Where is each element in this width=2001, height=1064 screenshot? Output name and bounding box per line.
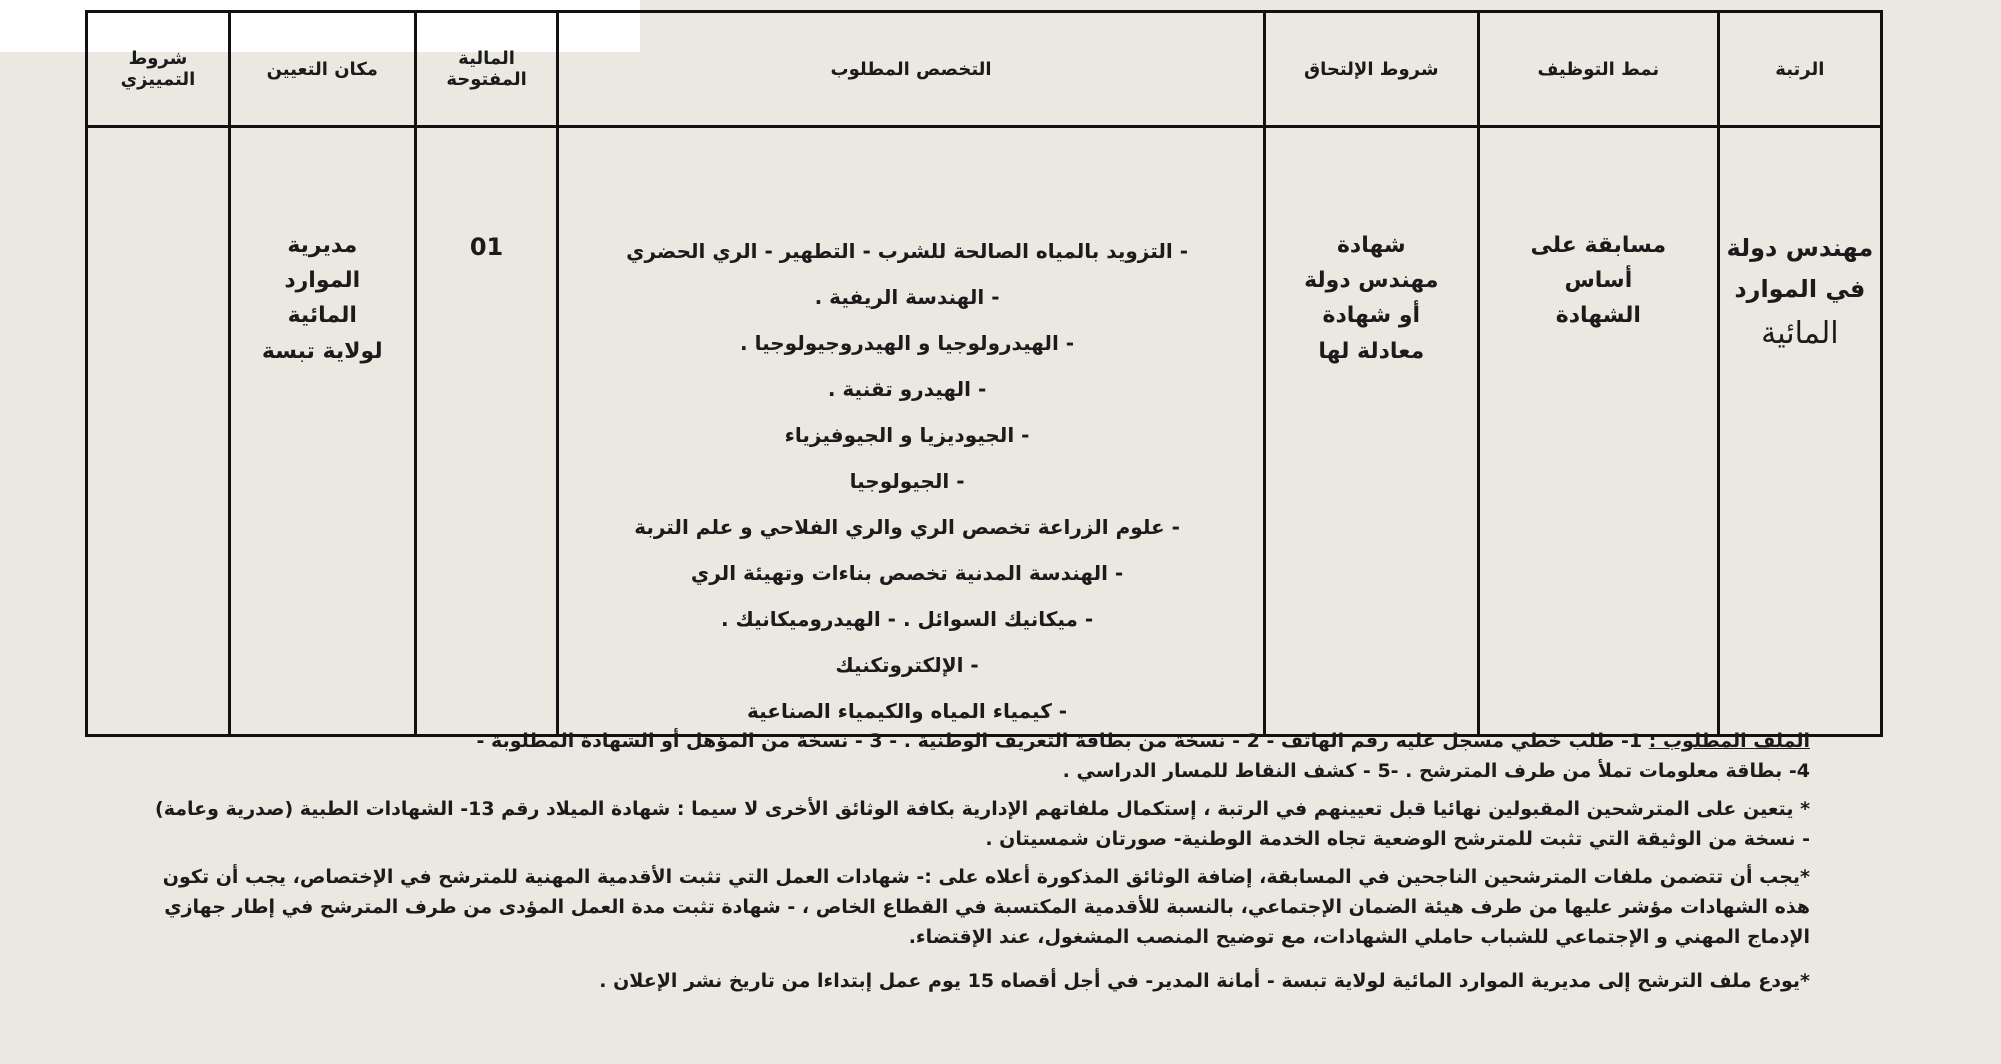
rank-line-1: مهندس دولة (1726, 234, 1874, 262)
list-item: - علوم الزراعة تخصص الري والري الفلاحي و علم التربة (634, 515, 1180, 539)
list-item: - كيمياء المياه والكيمياء الصناعية (747, 699, 1068, 723)
posts-count: 01 (469, 233, 504, 261)
notes-section (150, 716, 1810, 996)
list-item: - الهندسة المدنية تخصص بناءات وتهيئة الري (690, 561, 1124, 585)
note-paragraph-2: *يجب أن تتضمن ملفات المترشحين الناجحين في المسابقة، إضافة الوثائق المذكورة أعلاه على :- شهادات العمل التي تثبت الأقدمية المهنية للمترشح في الإختصاص، يجب أن تكون هذه الشهادات مؤشر عليها من طرف هيئة الضمان الإجتماعي، بالنسبة للأقدمية المكتسبة في القطاع الخاص ، - شهادة تثبت مدة العمل المؤدى من طرف المترشح في إطار جهازي الإدماج المهني و الإجتماعي للشباب حاملي الشهادات، مع توضيح المنصب المشغول، عند الإقتضاء. (162, 866, 1810, 948)
header-place: مكان التعيين (229, 12, 415, 127)
dossier-items-1: 1- طلب خطي مسجل عليه رقم الهاتف - 2 - نسخة من بطاقة التعريف الوطنية . - 3 - نسخة من المؤهل أو الشهادة المطلوبة - (476, 730, 1643, 752)
mode-text: مسابقة على أساس الشهادة (1530, 233, 1667, 329)
header-posts: المالية المفتوحة (415, 12, 558, 127)
rank-line-3: المائية (1761, 315, 1839, 351)
cell-conditions (1264, 127, 1478, 736)
table-header-row (87, 12, 1882, 127)
list-item: - الجيوديزيا و الجيوفيزياء (784, 423, 1030, 447)
specialty-list (579, 228, 1234, 734)
rank-line-2: في الموارد (1734, 274, 1866, 303)
cell-posts (415, 127, 558, 736)
list-item: - ميكانيك السوائل . - الهيدروميكانيك . (720, 607, 1094, 631)
conditions-text: شهادة مهندس دولة أو شهادة معادلة لها (1304, 233, 1439, 364)
dossier-label: الملف المطلوب : (1648, 730, 1810, 752)
list-item: - الهندسة الريفية . (814, 285, 1000, 309)
note-paragraph-1: * يتعين على المترشحين المقبولين نهائيا قبل تعيينهم في الرتبة ، إستكمال ملفاتهم الإدارية بكافة الوثائق الأخرى لا سيما : شهادة الميلاد رقم 13- الشهادات الطبية (صدرية وعامة) - نسخة من الوثيقة التي تثبت للمترشح الوضعية تجاه الخدمة الوطنية- صورتان شمسيتان . (155, 798, 1810, 850)
header-rank: الرتبة (1718, 12, 1881, 127)
header-exam: شروط التمييزي (87, 12, 230, 127)
list-item: - الجيولوجيا (849, 469, 965, 493)
list-item: - الهيدرولوجيا و الهيدروجيولوجيا . (740, 331, 1075, 355)
header-mode: نمط التوظيف (1478, 12, 1718, 127)
cell-exam (87, 127, 230, 736)
cell-specialty (558, 127, 1264, 736)
cell-place (229, 127, 415, 736)
list-item: - الهيدرو تقنية . (827, 377, 987, 401)
recruitment-table (85, 10, 1883, 737)
cell-mode (1478, 127, 1718, 736)
header-conditions: شروط الإلتحاق (1264, 12, 1478, 127)
header-specialty: التخصص المطلوب (558, 12, 1264, 127)
table-row (87, 127, 1882, 736)
list-item: - التزويد بالمياه الصالحة للشرب - التطهير - الري الحضري (626, 239, 1188, 263)
cell-rank (1718, 127, 1881, 736)
list-item: - الإلكتروتكنيك (835, 653, 979, 677)
dossier-line-2: 4- بطاقة معلومات تملأ من طرف المترشح . -5 - كشف النقاط للمسار الدراسي . (1062, 760, 1810, 782)
dossier-line-1 (150, 726, 1810, 756)
recruitment-table-container (85, 10, 1883, 723)
place-text: مديرية الموارد المائية لولاية تبسة (261, 233, 383, 364)
note-paragraph-3: *يودع ملف الترشح إلى مديرية الموارد المائية لولاية تبسة - أمانة المدير- في أجل أقصاه 15 يوم عمل إبتداءا من تاريخ نشر الإعلان . (599, 970, 1810, 992)
